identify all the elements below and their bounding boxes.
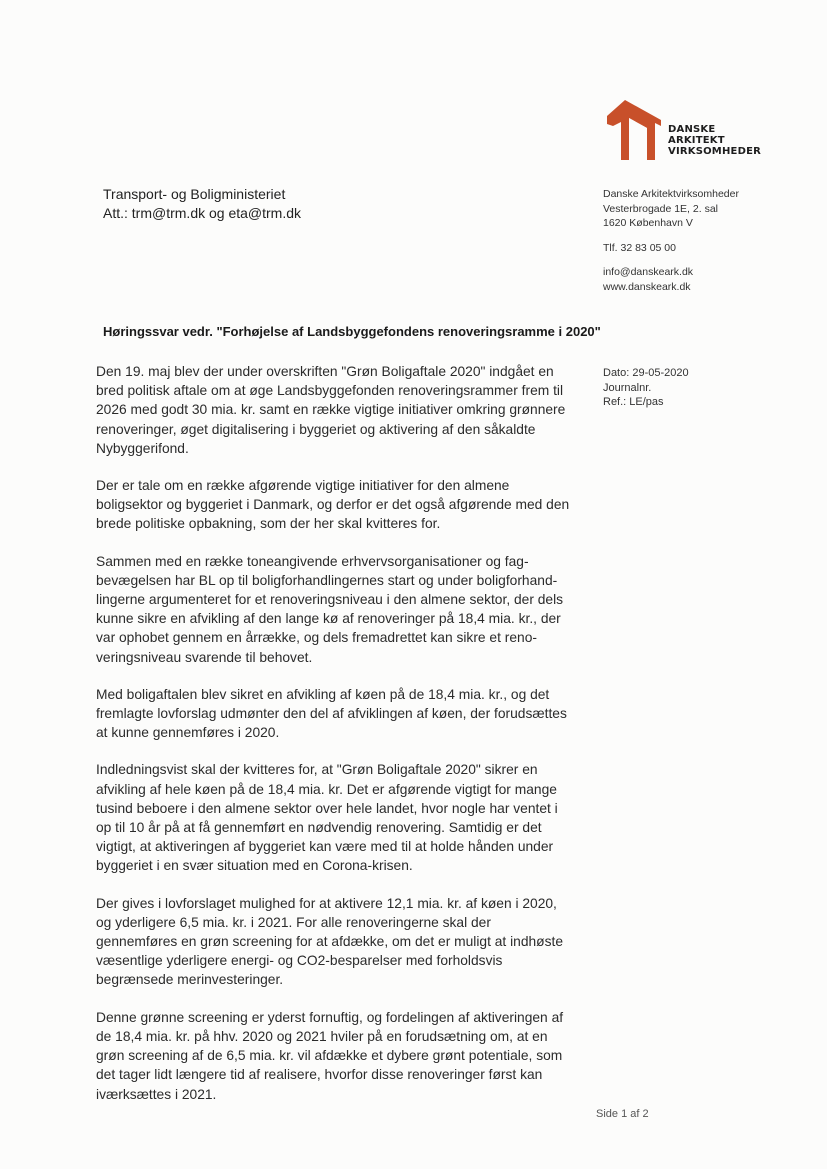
sender-email: info@danskeark.dk — [603, 266, 694, 278]
paragraph-7: Denne grønne screening er yderst fornuftig, og fordelingen af aktiveringen af de 18,4 mia. kr. på hhv. 2020 og 2021 hviler på en forudsætning om, at en grøn screening af de 6,5 mia. kr. vil afdække et dybere grønt potentiale, som det tager lidt længere tid af realisere, hvorfor disse renoveringer først kan iværksættes i 2021. — [96, 1009, 564, 1102]
paragraph-5: Indledningsvist skal der kvitteres for, at "Grøn Boligaftale 2020" sikrer en afvikling af hele køen på de 18,4 mia. kr. Det er afgørende vigtigt for mange tusind beboere i den almene sektor over hele landet, hvor nogle har ventet i op til 10 år på at få gennemført en nødvendig renovering. Samtidig er det vigtigt, at aktiveringen af byggeriet kan være med til at holde hånden under byggeriet i en svær situation med en Corona-krisen. — [96, 762, 558, 874]
sender-street: Vesterbrogade 1E, 2. sal — [603, 202, 718, 215]
paragraph-1: Den 19. maj blev der under overskriften "Grøn Boligaftale 2020" indgået en bred politisk aftale om at øge Landsbyggefonden renoveringsrammer frem til 2026 med godt 30 mia. kr. samt en række vigtige initiativer omkring grønnere renoveringer, øget digitalisering i byggeriet og aktivering af den såkaldte Nybyggerifond. — [96, 364, 566, 456]
sender-block — [603, 187, 739, 294]
sender-city: 1620 København V — [603, 217, 693, 229]
recipient-att: Att.: trm@trm.dk og eta@trm.dk — [103, 205, 302, 221]
meta-block — [603, 366, 689, 410]
page-number: Side 1 af 2 — [596, 1108, 649, 1120]
recipient-name: Transport- og Boligministeriet — [103, 186, 286, 202]
logo-icon — [603, 96, 663, 162]
logo-wordmark — [668, 124, 761, 157]
logo-line-2: ARKITEKT — [668, 135, 725, 146]
paragraph-2: Der er tale om en række afgørende vigtige initiativer for den almene boligsektor og byggeriet i Danmark, og derfor er det også afgørende med den brede politiske opbakning, som der her skal kvitteres for. — [96, 478, 570, 532]
paragraph-6: Der gives i lovforslaget mulighed for at aktivere 12,1 mia. kr. af køen i 2020, og yderligere 6,5 mia. kr. i 2021. For alle renoveringerne skal der gennemføres en grøn screening for at afdække, om det er muligt at indhøste væsentlige yderligere energi- og CO2-besparelser med forholdsvis begrænsede merinvesteringer. — [96, 895, 564, 988]
meta-date: Dato: 29-05-2020 — [603, 367, 689, 379]
meta-ref: Ref.: LE/pas — [603, 396, 664, 408]
paragraph-3: Sammen med en række toneangivende erhvervsorganisationer og fag-bevægelsen har BL op til boligforhandlingernes start og under boligforhand-lingerne argumenteret for et renoveringsniveau i den almene sektor, der dels kunne sikre en afvikling af den lange kø af renoveringer på 18,4 mia. kr., der var ophobet gennem en årrække, og dels fremadrettet kan sikre et reno-veringsniveau svarende til behovet. — [96, 553, 564, 665]
logo-line-3: VIRKSOMHEDER — [668, 146, 761, 157]
subject-heading: Høringssvar vedr. "Forhøjelse af Landsbyggefondens renoveringsramme i 2020" — [103, 324, 601, 339]
sender-org: Danske Arkitektvirksomheder — [603, 188, 739, 200]
meta-journal: Journalnr. — [603, 381, 652, 394]
letter-body — [96, 362, 574, 1122]
sender-phone: Tlf. 32 83 05 00 — [603, 241, 676, 254]
paragraph-4: Med boligaftalen blev sikret en afvikling af køen på de 18,4 mia. kr., og det fremlagte lovforslag udmønter den del af afviklingen af køen, der forudsættes at kunne gennemføres i 2020. — [96, 686, 567, 741]
logo-line-1: DANSKE — [668, 124, 716, 135]
sender-web: www.danskeark.dk — [603, 280, 691, 293]
recipient-block — [103, 185, 301, 223]
